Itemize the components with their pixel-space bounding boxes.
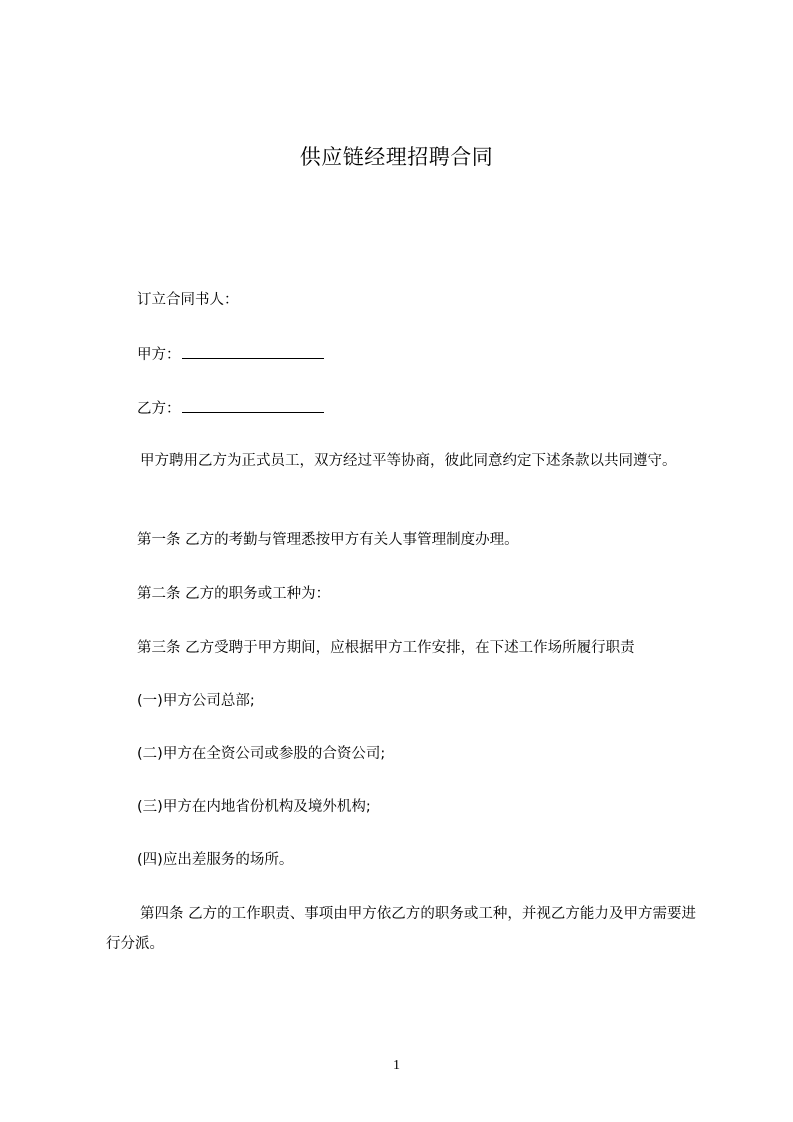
article-2: 第二条 乙方的职务或工种为：	[137, 586, 331, 602]
article-3-item-1: (一)甲方公司总部;	[137, 693, 255, 709]
party-a-line	[137, 344, 324, 365]
article-3-item-4: (四)应出差服务的场所。	[137, 852, 294, 868]
article-3: 第三条 乙方受聘于甲方期间，应根据甲方工作安排，在下述工作场所履行职责	[137, 640, 635, 656]
signatories-label: 订立合同书人：	[137, 292, 239, 308]
party-b-line	[137, 398, 324, 419]
preamble-paragraph: 甲方聘用乙方为正式员工，双方经过平等协商，彼此同意约定下述条款以共同遵守。	[140, 453, 677, 469]
article-3-item-2: (二)甲方在全资公司或参股的合资公司;	[137, 746, 386, 762]
article-1: 第一条 乙方的考勤与管理悉按甲方有关人事管理制度办理。	[137, 532, 519, 548]
article-3-item-3: (三)甲方在内地省份机构及境外机构;	[137, 799, 371, 815]
page-number: 1	[393, 1058, 400, 1073]
party-a-label: 甲方：	[137, 347, 181, 363]
party-a-blank	[182, 344, 324, 359]
document-title: 供应链经理招聘合同	[299, 145, 494, 169]
party-b-label: 乙方：	[137, 401, 181, 417]
party-b-blank	[182, 398, 324, 413]
article-4-paragraph: 第四条 乙方的工作职责、事项由甲方依乙方的职务或工种，并视乙方能力及甲方需要进行分派。	[106, 906, 696, 952]
